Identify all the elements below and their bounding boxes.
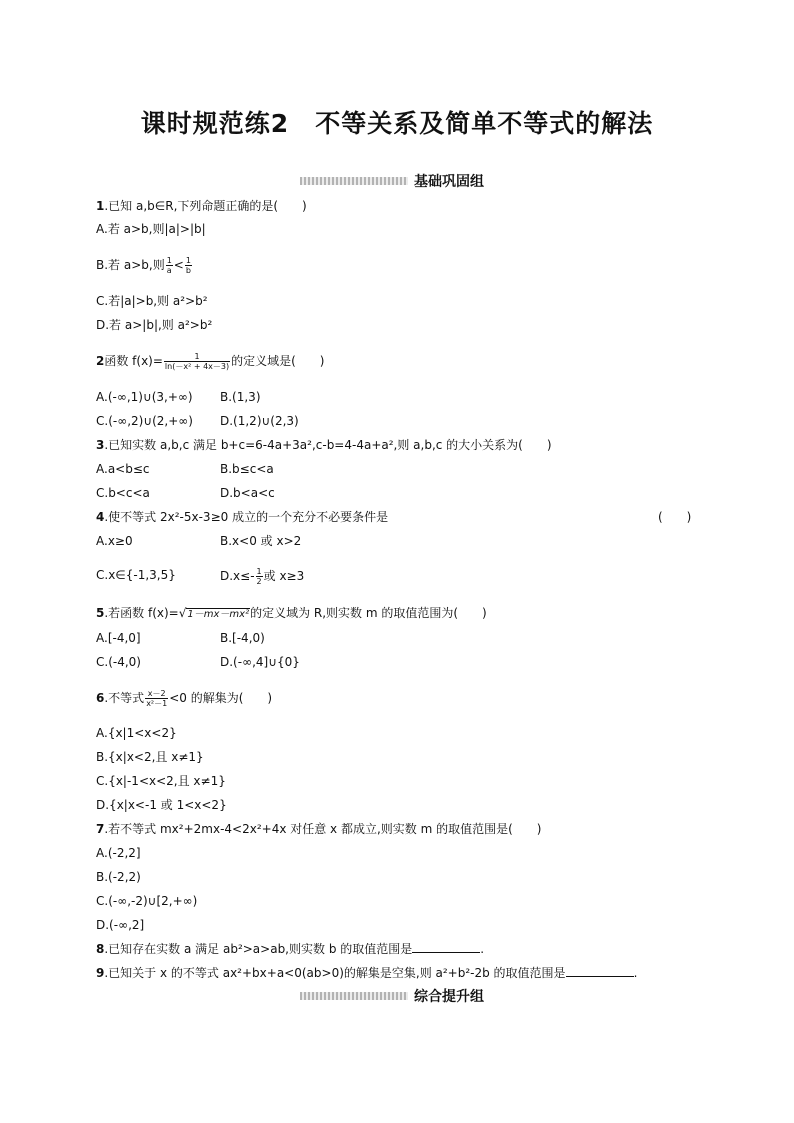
option-4b: B.x<0 或 x>2 [220,534,302,548]
option-text: 或 x≥3 [263,569,305,583]
fraction-numerator: 1 [164,352,230,362]
question-8-stem [96,941,484,957]
fraction [166,256,173,275]
section-header-basic [300,172,484,190]
fraction [164,352,230,371]
fraction-numerator: 1 [256,567,262,576]
fraction-denominator: 2 [256,577,262,586]
question-text: .不等式 [104,691,145,705]
option-text: D.x≤- [220,569,255,583]
option-row-2cd [96,413,299,429]
question-text: .若函数 f(x)= [104,606,179,620]
option-1a: A.若 a>b,则|a|>|b| [96,222,206,236]
fraction [256,567,263,586]
option-6d: D.{x|x<-1 或 1<x<2} [96,798,227,812]
question-number: 5 [96,606,105,620]
answer-blank[interactable] [412,942,480,953]
question-1-stem [96,198,307,214]
section-bar [300,177,408,185]
question-text: . [480,942,485,956]
option-6c: C.{x|-1<x<2,且 x≠1} [96,774,226,788]
fraction-denominator: x²－1 [146,699,168,708]
option-5c: C.(-4,0) [96,655,141,669]
option-6a: A.{x|1<x<2} [96,726,177,740]
fraction-numerator: x－2 [145,689,168,699]
option-5d: D.(-∞,4]∪{0} [220,655,300,669]
section-header-advanced [300,987,484,1005]
option-7d: D.(-∞,2] [96,918,145,932]
fraction-denominator: a [166,266,172,275]
option-row-4ab [96,533,302,549]
sqrt-sign: √ [178,606,187,620]
option-4d [220,567,304,586]
fraction-denominator: ln(－x² + 4x－3) [164,362,230,371]
option-5a: A.[-4,0] [96,631,141,645]
question-2-stem [96,352,324,371]
answer-paren: ( ) [658,510,692,524]
option-row-3cd [96,485,275,501]
option-2c: C.(-∞,2)∪(2,+∞) [96,414,193,428]
question-number: 2 [96,354,105,368]
question-3-stem [96,437,552,453]
question-4-stem [96,509,388,525]
option-7c: C.(-∞,-2)∪[2,+∞) [96,894,198,908]
section-label: 综合提升组 [414,989,484,1005]
option-6b: B.{x|x<2,且 x≠1} [96,750,204,764]
option-1b [96,256,193,275]
option-7a: A.(-2,2] [96,846,141,860]
question-text: 的定义域是( ) [231,354,325,368]
option-3c: C.b<c<a [96,486,150,500]
option-row-3ab [96,461,274,477]
option-4a: A.x≥0 [96,534,133,548]
fraction [145,689,168,708]
fraction [185,256,192,275]
question-text: .已知存在实数 a 满足 ab²>a>ab,则实数 b 的取值范围是 [104,942,413,956]
question-text: 函数 f(x)= [104,354,163,368]
fraction-numerator: 1 [166,256,172,265]
question-text: <0 的解集为( ) [169,691,273,705]
option-3b: B.b≤c<a [220,462,274,476]
section-label: 基础巩固组 [414,174,484,190]
sqrt-radicand: 1－mx－mx² [187,609,250,620]
question-number: 6 [96,691,105,705]
option-3a: A.a<b≤c [96,462,150,476]
question-number: 8 [96,942,105,956]
answer-blank[interactable] [566,966,634,977]
option-2a: A.(-∞,1)∪(3,+∞) [96,390,193,404]
question-text: . [633,966,638,980]
fraction-numerator: 1 [185,256,191,265]
option-1d: D.若 a>|b|,则 a²>b² [96,318,213,332]
question-text: .已知 a,b∈R,下列命题正确的是( ) [104,199,307,213]
option-2d: D.(1,2)∪(2,3) [220,414,299,428]
option-7b: B.(-2,2) [96,870,141,884]
question-text: .已知实数 a,b,c 满足 b+c=6-4a+3a²,c-b=4-4a+a²,则 a,b,c 的大小关系为( ) [104,438,552,452]
question-text: .若不等式 mx²+2mx-4<2x²+4x 对任意 x 都成立,则实数 m 的取值范围是( ) [104,822,542,836]
question-number: 9 [96,966,105,980]
question-9-stem [96,965,637,981]
option-text: B.若 a>b,则 [96,258,165,272]
option-row-4cd [96,567,305,586]
question-text: .已知关于 x 的不等式 ax²+bx+a<0(ab>0)的解集是空集,则 a²+b²-2b 的取值范围是 [104,966,566,980]
option-text: < [173,258,184,272]
fraction-denominator: b [185,266,191,275]
question-number: 1 [96,199,105,213]
question-7-stem [96,821,541,837]
option-3d: D.b<a<c [220,486,275,500]
option-4c: C.x∈{-1,3,5} [96,568,176,582]
option-2b: B.(1,3) [220,390,261,404]
option-1c: C.若|a|>b,则 a²>b² [96,294,208,308]
question-number: 7 [96,822,105,836]
option-5b: B.[-4,0) [220,631,265,645]
question-number: 3 [96,438,105,452]
question-number: 4 [96,510,105,524]
option-row-2ab [96,389,261,405]
option-row-5ab [96,630,265,646]
section-bar [300,992,408,1000]
question-5-stem [96,605,487,623]
question-text: .使不等式 2x²-5x-3≥0 成立的一个充分不必要条件是 [104,510,389,524]
option-row-5cd [96,654,300,670]
page-title: 课时规范练2 不等关系及简单不等式的解法 [140,109,654,138]
question-6-stem [96,689,272,708]
question-text: 的定义域为 R,则实数 m 的取值范围为( ) [250,606,487,620]
